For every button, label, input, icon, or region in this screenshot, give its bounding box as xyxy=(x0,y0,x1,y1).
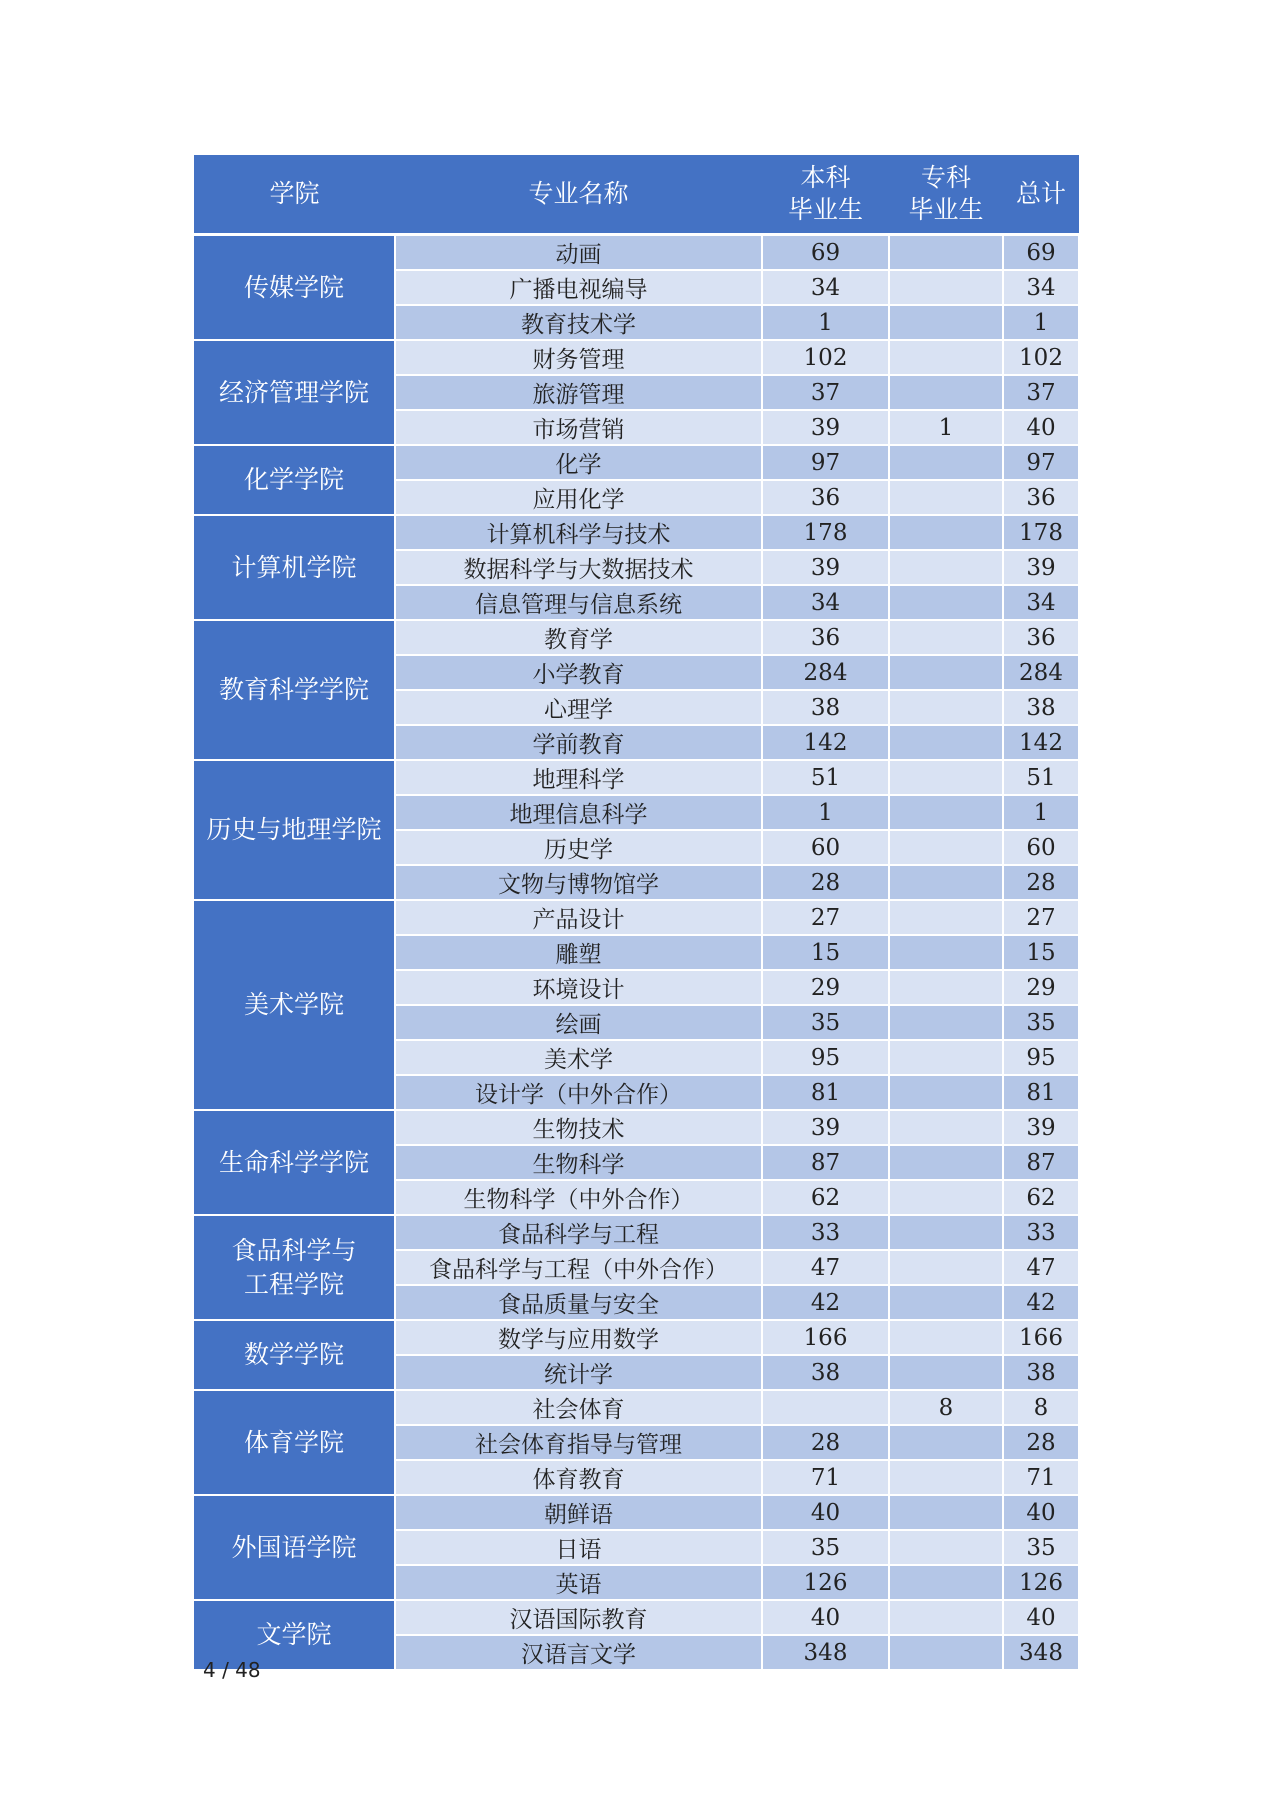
zhuanke-count-cell xyxy=(889,1530,1003,1565)
benke-count-cell: 97 xyxy=(762,445,889,480)
benke-count-cell: 47 xyxy=(762,1250,889,1285)
zhuanke-count-cell xyxy=(889,970,1003,1005)
zhuanke-count-cell xyxy=(889,1600,1003,1635)
benke-count-cell: 35 xyxy=(762,1005,889,1040)
zhuanke-count-cell xyxy=(889,1180,1003,1215)
zhuanke-count-cell xyxy=(889,1215,1003,1250)
zhuanke-count-cell xyxy=(889,655,1003,690)
zhuanke-count-cell xyxy=(889,1040,1003,1075)
zhuanke-count-cell xyxy=(889,1250,1003,1285)
college-cell xyxy=(194,1320,395,1390)
benke-count-cell: 1 xyxy=(762,305,889,340)
college-name: 食品科学与 xyxy=(231,1235,357,1265)
benke-count-cell: 39 xyxy=(762,1110,889,1145)
benke-count-cell: 39 xyxy=(762,550,889,585)
college-name: 数学学院 xyxy=(243,1340,344,1369)
total-count-cell: 40 xyxy=(1003,1600,1079,1635)
total-count-cell: 28 xyxy=(1003,865,1079,900)
major-cell: 数学与应用数学 xyxy=(395,1320,762,1355)
total-count-cell: 42 xyxy=(1003,1285,1079,1320)
zhuanke-count-cell xyxy=(889,795,1003,830)
total-count-cell: 178 xyxy=(1003,515,1079,550)
zhuanke-count-cell xyxy=(889,1460,1003,1495)
table-row xyxy=(194,900,1079,935)
total-count-cell: 126 xyxy=(1003,1565,1079,1600)
header-zhuanke-line2: 毕业生 xyxy=(908,195,984,224)
major-cell: 汉语言文学 xyxy=(395,1635,762,1670)
total-count-cell: 40 xyxy=(1003,1495,1079,1530)
zhuanke-count-cell xyxy=(889,305,1003,340)
major-cell: 生物科学（中外合作） xyxy=(395,1180,762,1215)
total-count-cell: 36 xyxy=(1003,480,1079,515)
zhuanke-count-cell xyxy=(889,235,1003,271)
zhuanke-count-cell xyxy=(889,1075,1003,1110)
benke-count-cell: 40 xyxy=(762,1600,889,1635)
total-count-cell: 71 xyxy=(1003,1460,1079,1495)
zhuanke-count-cell xyxy=(889,550,1003,585)
header-benke-line2: 毕业生 xyxy=(787,195,863,224)
zhuanke-count-cell xyxy=(889,725,1003,760)
benke-count-cell: 348 xyxy=(762,1635,889,1670)
page-number: 4 / 48 xyxy=(203,1658,261,1682)
college-name: 计算机学院 xyxy=(231,552,357,582)
zhuanke-count-cell: 8 xyxy=(889,1390,1003,1425)
total-count-cell: 95 xyxy=(1003,1040,1079,1075)
zhuanke-count-cell xyxy=(889,900,1003,935)
benke-count-cell: 35 xyxy=(762,1530,889,1565)
college-name: 外国语学院 xyxy=(231,1532,357,1562)
total-count-cell: 8 xyxy=(1003,1390,1079,1425)
zhuanke-count-cell xyxy=(889,865,1003,900)
benke-count-cell: 166 xyxy=(762,1320,889,1355)
total-count-cell: 36 xyxy=(1003,620,1079,655)
benke-count-cell: 102 xyxy=(762,340,889,375)
major-cell: 英语 xyxy=(395,1565,762,1600)
major-cell: 广播电视编导 xyxy=(395,270,762,305)
benke-count-cell: 34 xyxy=(762,270,889,305)
graduates-table xyxy=(194,155,1080,1671)
college-cell xyxy=(194,340,395,445)
zhuanke-count-cell xyxy=(889,1285,1003,1320)
benke-count-cell: 284 xyxy=(762,655,889,690)
table-row xyxy=(194,1600,1079,1635)
major-cell: 信息管理与信息系统 xyxy=(395,585,762,620)
major-cell: 数据科学与大数据技术 xyxy=(395,550,762,585)
zhuanke-count-cell xyxy=(889,830,1003,865)
major-cell: 体育教育 xyxy=(395,1460,762,1495)
benke-count-cell: 28 xyxy=(762,1425,889,1460)
total-count-cell: 142 xyxy=(1003,725,1079,760)
college-name: 体育学院 xyxy=(243,1427,344,1457)
zhuanke-count-cell xyxy=(889,445,1003,480)
benke-count-cell: 62 xyxy=(762,1180,889,1215)
major-cell: 地理科学 xyxy=(395,760,762,795)
total-count-cell: 38 xyxy=(1003,1355,1079,1390)
benke-count-cell: 81 xyxy=(762,1075,889,1110)
major-cell: 动画 xyxy=(395,235,762,271)
major-cell: 环境设计 xyxy=(395,970,762,1005)
zhuanke-count-cell xyxy=(889,690,1003,725)
college-cell xyxy=(194,445,395,515)
table-row xyxy=(194,620,1079,655)
benke-count-cell: 33 xyxy=(762,1215,889,1250)
table-row xyxy=(194,1495,1079,1530)
college-name: 传媒学院 xyxy=(243,272,344,302)
total-count-cell: 29 xyxy=(1003,970,1079,1005)
zhuanke-count-cell xyxy=(889,270,1003,305)
major-cell: 财务管理 xyxy=(395,340,762,375)
header-benke-line1: 本科 xyxy=(800,163,851,192)
benke-count-cell: 42 xyxy=(762,1285,889,1320)
table-row xyxy=(194,1215,1079,1250)
college-name: 教育科学学院 xyxy=(218,675,369,704)
major-cell: 雕塑 xyxy=(395,935,762,970)
total-count-cell: 348 xyxy=(1003,1635,1079,1670)
total-count-cell: 166 xyxy=(1003,1320,1079,1355)
total-count-cell: 38 xyxy=(1003,690,1079,725)
benke-count-cell: 178 xyxy=(762,515,889,550)
table-row xyxy=(194,1110,1079,1145)
college-cell xyxy=(194,620,395,760)
zhuanke-count-cell xyxy=(889,620,1003,655)
zhuanke-count-cell xyxy=(889,935,1003,970)
zhuanke-count-cell xyxy=(889,1110,1003,1145)
major-cell: 日语 xyxy=(395,1530,762,1565)
total-count-cell: 1 xyxy=(1003,305,1079,340)
total-count-cell: 284 xyxy=(1003,655,1079,690)
total-count-cell: 87 xyxy=(1003,1145,1079,1180)
college-cell xyxy=(194,900,395,1110)
table-row xyxy=(194,515,1079,550)
header-major: 专业名称 xyxy=(395,155,762,235)
major-cell: 应用化学 xyxy=(395,480,762,515)
benke-count-cell: 36 xyxy=(762,620,889,655)
major-cell: 产品设计 xyxy=(395,900,762,935)
total-count-cell: 28 xyxy=(1003,1425,1079,1460)
benke-count-cell: 28 xyxy=(762,865,889,900)
total-count-cell: 69 xyxy=(1003,235,1079,271)
table-row xyxy=(194,760,1079,795)
zhuanke-count-cell xyxy=(889,1635,1003,1670)
college-name: 化学学院 xyxy=(243,465,344,494)
major-cell: 社会体育指导与管理 xyxy=(395,1425,762,1460)
major-cell: 心理学 xyxy=(395,690,762,725)
major-cell: 朝鲜语 xyxy=(395,1495,762,1530)
college-cell xyxy=(194,515,395,620)
major-cell: 文物与博物馆学 xyxy=(395,865,762,900)
college-name: 文学院 xyxy=(256,1620,332,1649)
major-cell: 食品质量与安全 xyxy=(395,1285,762,1320)
benke-count-cell: 51 xyxy=(762,760,889,795)
header-benke xyxy=(762,155,889,235)
zhuanke-count-cell xyxy=(889,1005,1003,1040)
benke-count-cell: 87 xyxy=(762,1145,889,1180)
zhuanke-count-cell xyxy=(889,340,1003,375)
header-total: 总计 xyxy=(1003,155,1079,235)
major-cell: 统计学 xyxy=(395,1355,762,1390)
table-body xyxy=(194,235,1079,1671)
major-cell: 食品科学与工程 xyxy=(395,1215,762,1250)
zhuanke-count-cell xyxy=(889,1565,1003,1600)
major-cell: 化学 xyxy=(395,445,762,480)
major-cell: 旅游管理 xyxy=(395,375,762,410)
table-row xyxy=(194,445,1079,480)
college-cell xyxy=(194,760,395,900)
major-cell: 历史学 xyxy=(395,830,762,865)
benke-count-cell: 142 xyxy=(762,725,889,760)
zhuanke-count-cell: 1 xyxy=(889,410,1003,445)
college-cell xyxy=(194,1110,395,1215)
benke-count-cell: 38 xyxy=(762,690,889,725)
header-zhuanke xyxy=(889,155,1003,235)
total-count-cell: 62 xyxy=(1003,1180,1079,1215)
major-cell: 社会体育 xyxy=(395,1390,762,1425)
zhuanke-count-cell xyxy=(889,1425,1003,1460)
total-count-cell: 1 xyxy=(1003,795,1079,830)
total-count-cell: 15 xyxy=(1003,935,1079,970)
college-name: 生命科学学院 xyxy=(218,1147,369,1177)
zhuanke-count-cell xyxy=(889,1355,1003,1390)
major-cell: 设计学（中外合作） xyxy=(395,1075,762,1110)
benke-count-cell xyxy=(762,1390,889,1425)
total-count-cell: 35 xyxy=(1003,1530,1079,1565)
benke-count-cell: 38 xyxy=(762,1355,889,1390)
benke-count-cell: 60 xyxy=(762,830,889,865)
college-cell xyxy=(194,1215,395,1320)
major-cell: 地理信息科学 xyxy=(395,795,762,830)
benke-count-cell: 37 xyxy=(762,375,889,410)
benke-count-cell: 1 xyxy=(762,795,889,830)
benke-count-cell: 95 xyxy=(762,1040,889,1075)
benke-count-cell: 40 xyxy=(762,1495,889,1530)
college-cell xyxy=(194,1495,395,1600)
college-cell xyxy=(194,235,395,341)
zhuanke-count-cell xyxy=(889,515,1003,550)
table-row xyxy=(194,340,1079,375)
major-cell: 市场营销 xyxy=(395,410,762,445)
table-row xyxy=(194,1320,1079,1355)
total-count-cell: 39 xyxy=(1003,1110,1079,1145)
zhuanke-count-cell xyxy=(889,1495,1003,1530)
benke-count-cell: 34 xyxy=(762,585,889,620)
major-cell: 生物科学 xyxy=(395,1145,762,1180)
total-count-cell: 34 xyxy=(1003,585,1079,620)
benke-count-cell: 126 xyxy=(762,1565,889,1600)
zhuanke-count-cell xyxy=(889,585,1003,620)
major-cell: 教育技术学 xyxy=(395,305,762,340)
college-name: 经济管理学院 xyxy=(218,377,369,407)
total-count-cell: 27 xyxy=(1003,900,1079,935)
college-name: 美术学院 xyxy=(243,990,344,1019)
benke-count-cell: 71 xyxy=(762,1460,889,1495)
college-name: 历史与地理学院 xyxy=(206,815,382,844)
benke-count-cell: 69 xyxy=(762,235,889,271)
total-count-cell: 40 xyxy=(1003,410,1079,445)
benke-count-cell: 15 xyxy=(762,935,889,970)
major-cell: 食品科学与工程（中外合作） xyxy=(395,1250,762,1285)
total-count-cell: 35 xyxy=(1003,1005,1079,1040)
major-cell: 美术学 xyxy=(395,1040,762,1075)
major-cell: 教育学 xyxy=(395,620,762,655)
header-college: 学院 xyxy=(194,155,395,235)
major-cell: 计算机科学与技术 xyxy=(395,515,762,550)
total-count-cell: 97 xyxy=(1003,445,1079,480)
major-cell: 小学教育 xyxy=(395,655,762,690)
total-count-cell: 47 xyxy=(1003,1250,1079,1285)
college-cell xyxy=(194,1390,395,1495)
major-cell: 汉语国际教育 xyxy=(395,1600,762,1635)
zhuanke-count-cell xyxy=(889,1145,1003,1180)
total-count-cell: 60 xyxy=(1003,830,1079,865)
total-count-cell: 33 xyxy=(1003,1215,1079,1250)
benke-count-cell: 36 xyxy=(762,480,889,515)
total-count-cell: 39 xyxy=(1003,550,1079,585)
total-count-cell: 102 xyxy=(1003,340,1079,375)
benke-count-cell: 29 xyxy=(762,970,889,1005)
table-row xyxy=(194,1390,1079,1425)
table-row xyxy=(194,235,1079,271)
zhuanke-count-cell xyxy=(889,480,1003,515)
header-zhuanke-line1: 专科 xyxy=(920,163,971,192)
benke-count-cell: 39 xyxy=(762,410,889,445)
major-cell: 绘画 xyxy=(395,1005,762,1040)
major-cell: 学前教育 xyxy=(395,725,762,760)
table-header-row xyxy=(194,155,1079,235)
zhuanke-count-cell xyxy=(889,1320,1003,1355)
college-name: 工程学院 xyxy=(243,1269,344,1299)
major-cell: 生物技术 xyxy=(395,1110,762,1145)
zhuanke-count-cell xyxy=(889,760,1003,795)
total-count-cell: 37 xyxy=(1003,375,1079,410)
total-count-cell: 34 xyxy=(1003,270,1079,305)
zhuanke-count-cell xyxy=(889,375,1003,410)
total-count-cell: 81 xyxy=(1003,1075,1079,1110)
total-count-cell: 51 xyxy=(1003,760,1079,795)
benke-count-cell: 27 xyxy=(762,900,889,935)
